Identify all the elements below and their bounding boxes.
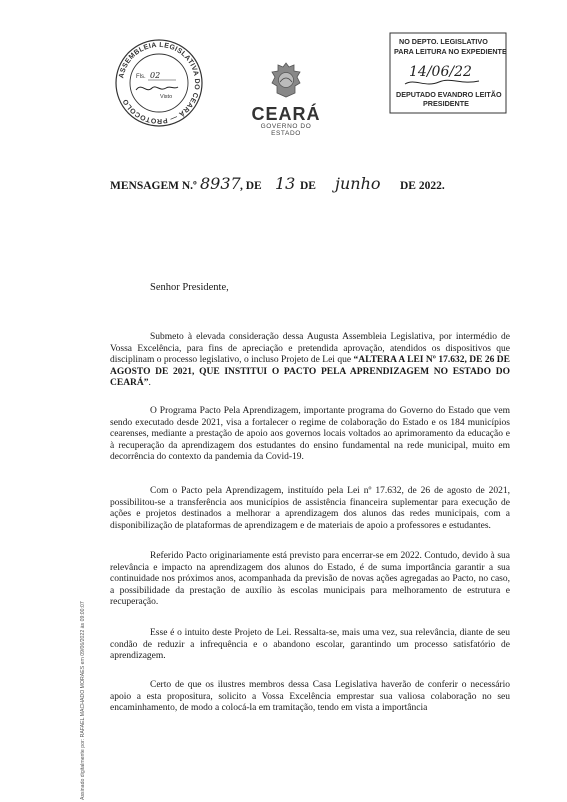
seal-handwritten-signature	[136, 87, 178, 90]
message-year: DE 2022.	[400, 180, 445, 192]
state-coat-of-arms-icon	[269, 62, 303, 98]
reading-stamp	[389, 32, 507, 114]
paragraph-6: Certo de que os ilustres membros dessa Casa Legislativa haverão de conferir o necessário apoio a esta propositura, solicito a Vossa Excelência emprestar sua valiosa colaboração no seu encaminhamento, de modo a colocá-la em tramitação, tendo em vista a importância	[110, 680, 510, 714]
paragraph-4: Referido Pacto originariamente está previsto para encerrar-se em 2022. Contudo, devido à sua relevância e impacto na aprendizagem dos alunos do Estado, é de suma importância garantir a sua continuidade nos próximos anos, acompanhada da previsão de novas ações agregadas ao Pacto, no caso, a possibilidade da prestação de auxílio às escolas municipais para melhoramento de estrutura e recuperação.	[110, 551, 510, 608]
paragraph-3: Com o Pacto pela Aprendizagem, instituído pela Lei nº 17.632, de 26 de agosto de 2021, possibilitou-se a transferência aos municípios de assistência financeira suplementar para execução de ações e projetos destinados a melhorar a aprendizagem dos alunos das redes municipais, com a disponibilização de plataformas de aprendizagem e de materiais de apoio a professores e estudantes.	[110, 486, 510, 531]
stamp-date: 14/06/22	[409, 64, 472, 80]
stamp-line-reading: PARA LEITURA NO EXPEDIENTE	[394, 47, 507, 56]
seal-fls-label: Fls.	[136, 74, 146, 80]
message-month: junho	[335, 174, 381, 193]
logo-subtitle: GOVERNO DO ESTADO	[260, 123, 312, 137]
greeting: Senhor Presidente,	[150, 282, 229, 293]
message-label: MENSAGEM N.º	[110, 180, 197, 192]
paragraph-1: Submeto à elevada consideração dessa Augusta Assembleia Legislativa, por intermédio de Vossa Excelência, para fins de apreciação e pretendida aprovação, atendidos os dispositivos que disciplinam o processo legislativo, o incluso Projeto de Lei que “ALTERA A LEI Nº 17.632, DE 26 DE AGOSTO DE 2021, QUE INSTITUI O PACTO PELA APRENDIZAGEM NO ESTADO DO CEARÁ”.	[110, 332, 510, 389]
digital-signature-note: Assinado digitalmente por: RAFAEL MACHADO MORAES em 09/06/2022 às 09:00:07	[80, 601, 86, 800]
message-day: 13	[275, 174, 296, 193]
message-number: 8937	[200, 174, 241, 193]
protocol-seal-stamp	[114, 38, 204, 128]
message-de-1: , DE	[240, 180, 262, 192]
seal-ring-text: ASSEMBLEIA LEGISLATIVA DO CEARÁ — PROTOCOLO	[118, 41, 201, 125]
message-de-2: DE	[300, 180, 316, 192]
stamp-handwritten-signature	[405, 80, 479, 84]
paragraph-2: O Programa Pacto Pela Aprendizagem, importante programa do Governo do Estado que vem sendo executado desde 2021, visa a fortalecer o regime de colaboração do Estado e os 184 municípios cearenses, mediante a prestação de apoio aos governos locais voltados ao aprimoramento da educação e à recuperação da aprendizagem dos estudantes do ensino fundamental na rede municipal, muito em decorrência do contexto da pandemia da Covid-19.	[110, 406, 510, 463]
logo-brand-text: CEARÁ	[251, 104, 321, 124]
seal-fls-value: 02	[150, 71, 161, 80]
bill-title: “ALTERA A LEI Nº 17.632, DE 26 DE AGOSTO DE 2021, QUE INSTITUI O PACTO PELA APRENDIZAGEM NO ESTADO DO CEARÁ”	[110, 355, 510, 389]
stamp-line-deputy: DEPUTADO EVANDRO LEITÃO	[396, 90, 502, 99]
seal-visto-label: Visto	[160, 94, 173, 100]
ceara-logo	[246, 62, 326, 137]
paragraph-5: Esse é o intuito deste Projeto de Lei. Ressalta-se, mais uma vez, sua relevância, diante de seu condão de reduzir a infrequência e o abandono escolar, garantindo um processo satisfatório de aprendizagem.	[110, 628, 510, 662]
stamp-line-president: PRESIDENTE	[423, 99, 469, 108]
stamp-line-dept: NO DEPTO. LEGISLATIVO	[399, 37, 488, 46]
message-number-line	[110, 176, 510, 198]
